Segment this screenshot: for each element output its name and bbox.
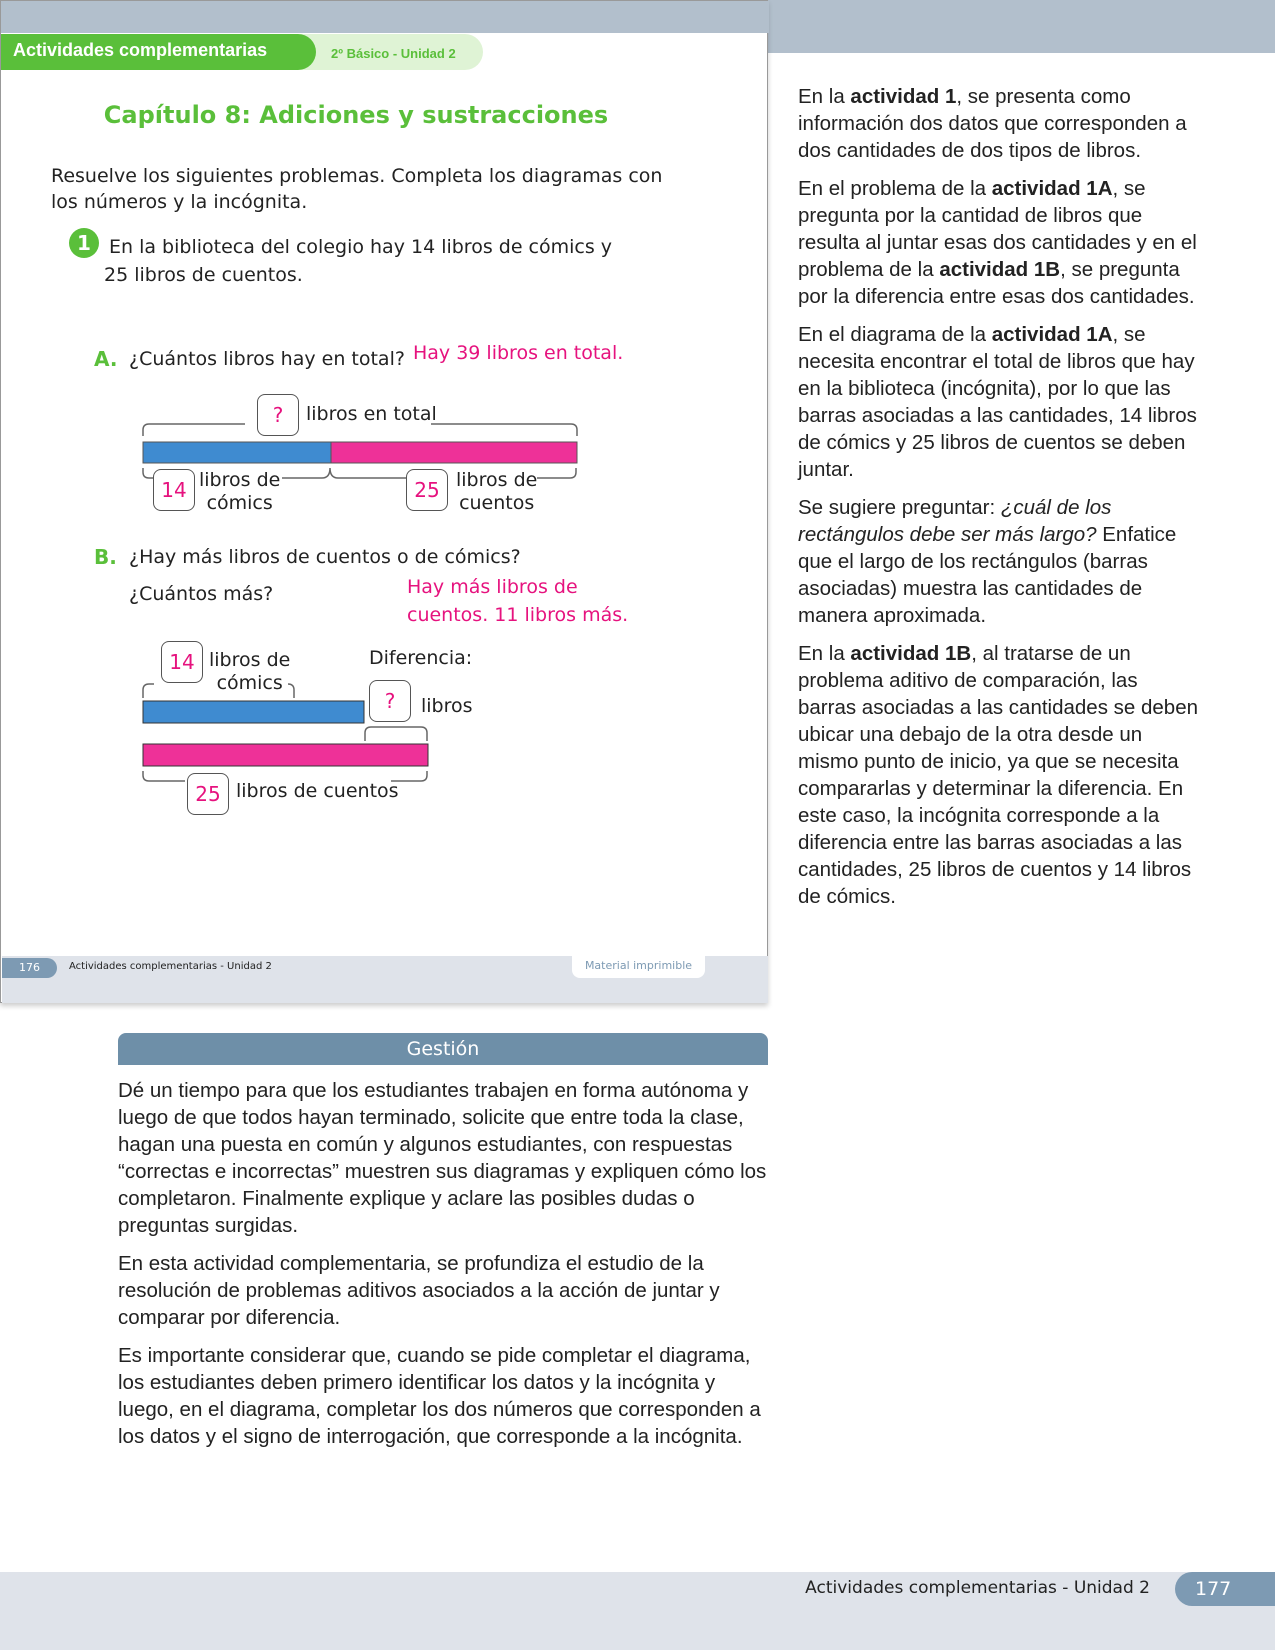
- note-text: actividad 1: [850, 85, 957, 108]
- note-paragraph: [798, 321, 1198, 483]
- item-letter-b: B.: [94, 545, 117, 569]
- cuentos-value-box[interactable]: 25: [406, 469, 448, 511]
- gestion-header: Gestión: [118, 1033, 768, 1065]
- bar-cuentos: [331, 442, 577, 463]
- answer-b: Hay más libros de cuentos. 11 libros más.: [407, 576, 629, 626]
- gestion-body: [118, 1077, 773, 1461]
- note-text: , se pregunta por la diferencia entre esas dos cantidades.: [798, 258, 1195, 308]
- question-a: ¿Cuántos libros hay en total?: [129, 348, 405, 370]
- page-number: 176: [2, 958, 57, 978]
- cuentos-value-box-b[interactable]: 25: [187, 773, 229, 815]
- question-b-2: ¿Cuántos más?: [129, 583, 274, 605]
- comics-value-box-b[interactable]: 14: [161, 641, 203, 683]
- header-subtitle: 2º Básico - Unidad 2: [331, 46, 456, 61]
- note-text: ¿cuál de los rectángulos debe ser más largo?: [798, 496, 1112, 546]
- question-b: ¿Hay más libros de cuentos o de cómics?: [129, 546, 521, 568]
- unknown-box[interactable]: ?: [257, 394, 299, 436]
- difference-unknown-box[interactable]: ?: [369, 680, 411, 722]
- note-text: En el problema de la: [798, 177, 992, 200]
- note-paragraph: [798, 83, 1198, 164]
- cuentos-label: libros de cuentos: [456, 469, 538, 514]
- top-band: [768, 0, 1275, 53]
- brace-difference: [365, 727, 427, 741]
- note-text: En el diagrama de la: [798, 323, 992, 346]
- note-text: actividad 1B: [939, 258, 1061, 281]
- note-text: , al tratarse de un problema aditivo de comparación, las barras asociadas a las cantidades se deben ubicar una debajo de la otra desde un mismo punto de inicio, ya que se necesita compararlas y determinar la diferencia. En este caso, la incógnita corresponde a la diferencia entre las barras asociadas a las cantidades, 25 libros de cuentos y 14 libros de cómics.: [798, 642, 1199, 908]
- printable-tab: Material imprimible: [572, 956, 705, 978]
- gestion-paragraph: Es importante considerar que, cuando se pide completar el diagrama, los estudiantes deben primero identificar los datos y la incógnita y luego, en el diagrama, completar los dos números que corresponden a los datos y el signo de interrogación, que corresponde a la incógnita.: [118, 1344, 761, 1448]
- comics-label: libros de cómics: [199, 469, 281, 514]
- answer-a: Hay 39 libros en total.: [413, 342, 624, 364]
- note-text: Enfatice que el largo de los rectángulos (barras asociadas) muestra las cantidades de manera aproximada.: [798, 523, 1177, 627]
- bar-cuentos-b: [143, 744, 428, 766]
- footer-text: Actividades complementarias - Unidad 2: [69, 961, 272, 972]
- header-section: Actividades complementarias: [1, 34, 316, 70]
- problem-text: 25 libros de cuentos.: [104, 264, 303, 286]
- problem-number: 1: [69, 228, 99, 258]
- difference-label: Diferencia:: [369, 647, 473, 669]
- comics-label-b: libros de cómics: [209, 649, 291, 694]
- worksheet-page: [0, 0, 768, 1003]
- comics-value-box[interactable]: 14: [153, 469, 195, 511]
- gestion-paragraph: En esta actividad complementaria, se profundiza el estudio de la resolución de problemas aditivos asociados a la acción de juntar y comparar por diferencia.: [118, 1252, 720, 1329]
- item-letter-a: A.: [94, 347, 118, 371]
- cuentos-label-b: libros de cuentos: [236, 780, 399, 802]
- note-text: En la: [798, 642, 851, 665]
- note-paragraph: [798, 494, 1198, 629]
- page-number: 177: [1175, 1572, 1275, 1606]
- bar-comics-b: [143, 701, 364, 723]
- note-text: Se sugiere preguntar:: [798, 496, 1001, 519]
- total-label: libros en total: [306, 403, 437, 425]
- instructions: Resuelve los siguientes problemas. Completa los diagramas con los números y la incógnita.: [51, 165, 663, 213]
- note-text: En la: [798, 85, 851, 108]
- page-title: Capítulo 8: Adiciones y sustracciones: [103, 101, 609, 129]
- footer-text: Actividades complementarias - Unidad 2: [805, 1578, 1150, 1598]
- page-footer: [2, 956, 768, 1003]
- teacher-notes: [798, 83, 1198, 921]
- note-paragraph: [798, 640, 1198, 910]
- difference-unit: libros: [421, 695, 473, 717]
- note-text: actividad 1A: [991, 177, 1113, 200]
- bar-comics: [143, 442, 331, 463]
- note-text: actividad 1A: [991, 323, 1113, 346]
- note-text: , se pregunta por la cantidad de libros que resulta al juntar esas dos cantidades y en el problema de la: [798, 177, 1197, 281]
- bottom-footer: [0, 1572, 1275, 1650]
- note-text: actividad 1B: [850, 642, 972, 665]
- note-paragraph: [798, 175, 1198, 310]
- note-text: , se necesita encontrar el total de libros que hay en la biblioteca (incógnita), por lo que las barras asociadas a las cantidades, 14 libros de cómics y 25 libros de cuentos se deben juntar.: [798, 323, 1197, 481]
- problem-text: En la biblioteca del colegio hay 14 libros de cómics y: [109, 236, 613, 258]
- note-text: , se presenta como información dos datos que corresponden a dos cantidades de dos tipos de libros.: [798, 85, 1187, 162]
- gestion-paragraph: Dé un tiempo para que los estudiantes trabajen en forma autónoma y luego de que todos hayan terminado, solicite que entre toda la clase, hagan una puesta en común y algunos estudiantes, con respuestas “correctas e incorrectas” muestren sus diagramas y expliquen cómo los completaron. Finalmente explique y aclare las posibles dudas o preguntas surgidas.: [118, 1079, 767, 1237]
